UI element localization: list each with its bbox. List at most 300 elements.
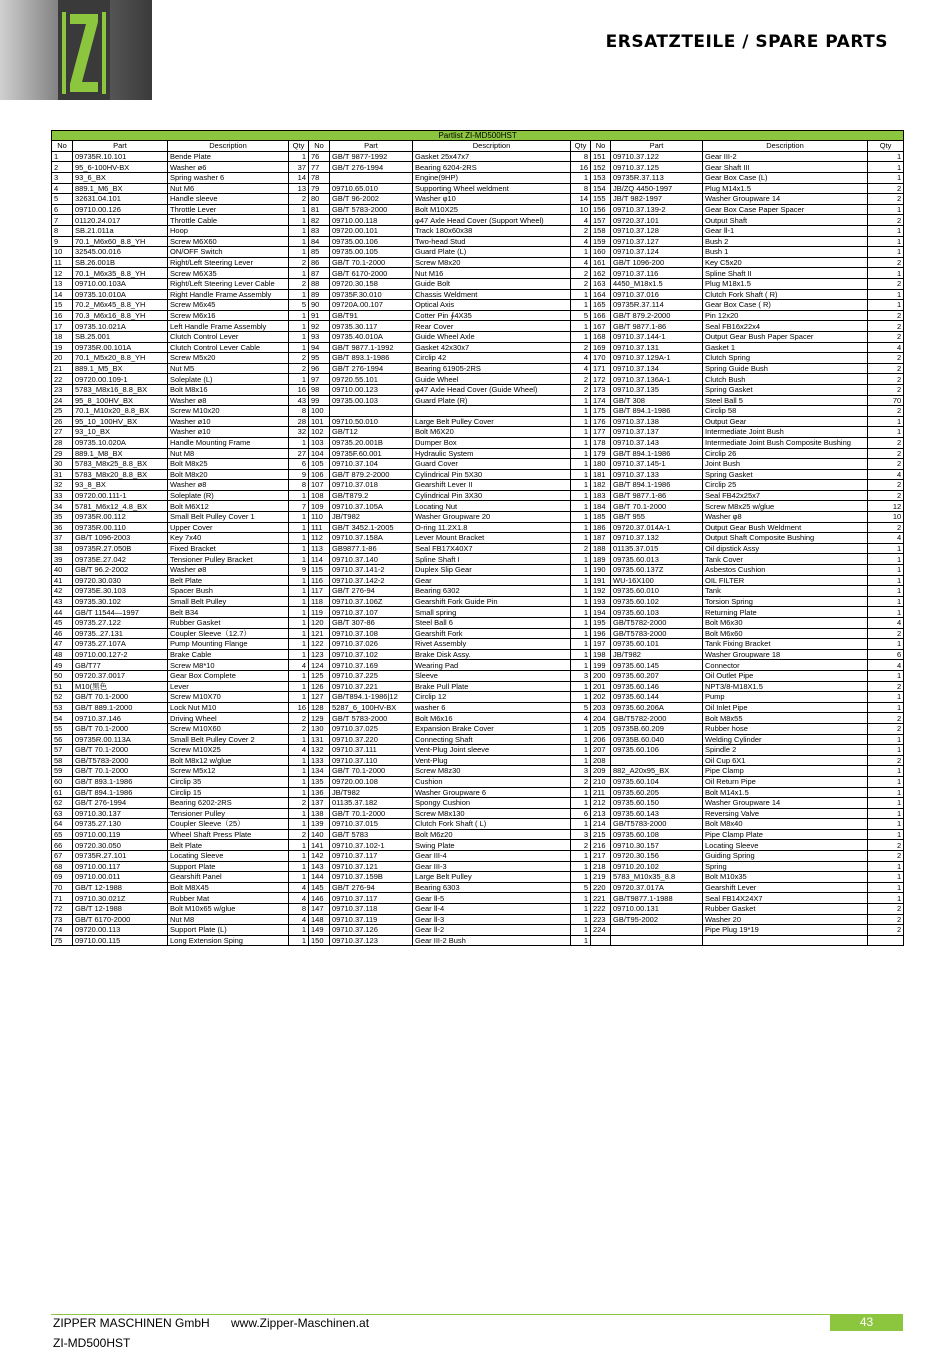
part-description: Bolt M10X25 — [413, 204, 571, 215]
part-description: Screw M8z30 — [413, 766, 571, 777]
part-description: Brake Pull Plate — [413, 681, 571, 692]
part-qty: 1 — [289, 840, 309, 851]
part-qty: 2 — [289, 829, 309, 840]
part-qty: 1 — [571, 575, 591, 586]
part-qty: 1 — [289, 787, 309, 798]
part-number — [330, 173, 413, 184]
part-qty: 10 — [571, 204, 591, 215]
part-description: Locating Nut — [413, 501, 571, 512]
part-number: 09720.37.017A — [611, 882, 703, 893]
part-description: Large Belt Pulley Cover — [413, 416, 571, 427]
part-no: 221 — [591, 893, 611, 904]
part-number: 09735.60.144 — [611, 692, 703, 703]
part-no: 101 — [309, 416, 330, 427]
part-number: 5783_M8x16_8.8_BX — [73, 384, 168, 395]
table-row — [52, 734, 904, 745]
part-description — [413, 406, 571, 417]
part-no: 68 — [52, 861, 73, 872]
table-row — [52, 692, 904, 703]
part-number: GB/T 11544—1997 — [73, 607, 168, 618]
part-no: 13 — [52, 279, 73, 290]
part-qty: 28 — [289, 416, 309, 427]
part-no: 43 — [52, 596, 73, 607]
part-number: GB/T 894.1-1986 — [611, 406, 703, 417]
part-no: 206 — [591, 734, 611, 745]
part-no: 95 — [309, 353, 330, 364]
part-number: 09710.37.102-1 — [330, 840, 413, 851]
part-description: Gear III-3 — [413, 861, 571, 872]
part-description: Soleplate (L) — [168, 374, 289, 385]
part-qty: 12 — [868, 501, 904, 512]
part-qty: 2 — [868, 723, 904, 734]
part-number: GB/T 1096-2003 — [73, 533, 168, 544]
part-description: Wheel Shaft Press Plate — [168, 829, 289, 840]
part-description: Pipe Clamp Plate — [703, 829, 868, 840]
part-number: 09710.37.127 — [611, 236, 703, 247]
part-number: 09710.37.136A-1 — [611, 374, 703, 385]
part-qty: 2 — [571, 279, 591, 290]
part-no: 147 — [309, 904, 330, 915]
part-qty: 1 — [289, 512, 309, 523]
part-description: Tank Cover — [703, 554, 868, 565]
part-no: 162 — [591, 268, 611, 279]
part-no: 15 — [52, 300, 73, 311]
part-no: 100 — [309, 406, 330, 417]
part-qty: 1 — [868, 872, 904, 883]
part-number: GB/T 6170-2000 — [330, 268, 413, 279]
part-number: 70.2_M6x45_8.8_YH — [73, 300, 168, 311]
part-description: Gearshift Fork Guide Pin — [413, 596, 571, 607]
part-number: 95_6-100HV-BX — [73, 162, 168, 173]
part-number: 09710.37.129A-1 — [611, 353, 703, 364]
part-qty: 1 — [571, 437, 591, 448]
part-no: 219 — [591, 872, 611, 883]
part-number: 09720.30.030 — [73, 575, 168, 586]
part-description: Swing Plate — [413, 840, 571, 851]
part-no: 200 — [591, 670, 611, 681]
part-description: Washer ø10 — [168, 416, 289, 427]
part-number: 09735E.30.103 — [73, 586, 168, 597]
part-number: 09710.37.117 — [330, 893, 413, 904]
part-description: Welding Cylinder — [703, 734, 868, 745]
part-no: 102 — [309, 427, 330, 438]
part-number: 5287_6_100HV-BX — [330, 702, 413, 713]
part-qty: 14 — [571, 194, 591, 205]
part-number: 09735R.27.101 — [73, 851, 168, 862]
table-header-row — [52, 141, 904, 152]
part-no: 120 — [309, 618, 330, 629]
part-no: 166 — [591, 310, 611, 321]
part-qty: 1 — [289, 437, 309, 448]
part-number: JB/T982 — [330, 787, 413, 798]
part-number: GB/T 307-86 — [330, 618, 413, 629]
part-number — [611, 755, 703, 766]
part-description: Bolt M8x55 — [703, 713, 868, 724]
table-row — [52, 331, 904, 342]
part-description: Circlip 58 — [703, 406, 868, 417]
part-number: SB.25.001 — [73, 331, 168, 342]
part-description: Circlip 15 — [168, 787, 289, 798]
table-row — [52, 512, 904, 523]
part-number: GB/T9877.1-1988 — [611, 893, 703, 904]
part-qty: 8 — [289, 406, 309, 417]
part-qty: 4 — [289, 882, 309, 893]
part-description: Chassis Weldment — [413, 289, 571, 300]
part-qty: 1 — [868, 586, 904, 597]
part-qty: 1 — [571, 565, 591, 576]
table-title: Partlist ZI-MD500HST — [52, 131, 904, 141]
part-number: GB/T 12-1988 — [73, 904, 168, 915]
part-description: Washer φ8 — [703, 512, 868, 523]
part-qty: 1 — [289, 734, 309, 745]
part-number: 09735.40.010A — [330, 331, 413, 342]
part-no: 44 — [52, 607, 73, 618]
part-number: GB/T91 — [330, 310, 413, 321]
part-description: Supporting Wheel weldment — [413, 183, 571, 194]
part-qty: 1 — [289, 215, 309, 226]
part-qty: 1 — [571, 522, 591, 533]
part-qty: 37 — [289, 162, 309, 173]
part-qty: 2 — [868, 713, 904, 724]
part-qty: 4 — [571, 353, 591, 364]
part-number: 889.1_M5_BX — [73, 363, 168, 374]
table-row — [52, 162, 904, 173]
part-no: 26 — [52, 416, 73, 427]
part-description: Cushion — [413, 776, 571, 787]
table-row — [52, 935, 904, 946]
part-qty: 2 — [868, 490, 904, 501]
part-qty: 1 — [571, 851, 591, 862]
part-qty: 1 — [571, 469, 591, 480]
part-no: 41 — [52, 575, 73, 586]
part-description: Lever — [168, 681, 289, 692]
part-no: 194 — [591, 607, 611, 618]
part-qty: 2 — [289, 723, 309, 734]
part-qty: 1 — [289, 618, 309, 629]
part-number: 09720.37.101 — [611, 215, 703, 226]
part-number: GB/T 894.1-1986 — [73, 787, 168, 798]
part-number: 09735.60.137Z — [611, 565, 703, 576]
part-description: Small Belt Pulley Cover 1 — [168, 512, 289, 523]
part-no: 175 — [591, 406, 611, 417]
part-number: GB/T 9877.1-86 — [611, 490, 703, 501]
part-number: SB.26.001B — [73, 257, 168, 268]
part-no: 148 — [309, 914, 330, 925]
part-number: 09710.37.146 — [73, 713, 168, 724]
part-description: Bolt M8X45 — [168, 882, 289, 893]
part-number: 95_10_100HV_BX — [73, 416, 168, 427]
part-description: Gear Box Case ( R) — [703, 300, 868, 311]
part-no: 63 — [52, 808, 73, 819]
part-number: 09735R.27.050B — [73, 543, 168, 554]
part-number: GB/T 276-94 — [330, 882, 413, 893]
part-number: 09720.37.014A-1 — [611, 522, 703, 533]
part-qty: 1 — [868, 173, 904, 184]
part-qty: 27 — [289, 448, 309, 459]
part-no: 183 — [591, 490, 611, 501]
part-description: Guiding Spring — [703, 851, 868, 862]
part-description: Nut M8 — [168, 448, 289, 459]
part-no: 217 — [591, 851, 611, 862]
part-no: 60 — [52, 776, 73, 787]
part-no: 35 — [52, 512, 73, 523]
part-qty: 1 — [868, 776, 904, 787]
table-row — [52, 321, 904, 332]
part-qty: 1 — [868, 639, 904, 650]
part-number: GB/T 70.1-2000 — [330, 257, 413, 268]
part-no: 30 — [52, 459, 73, 470]
part-number: GB/T 1096-200 — [611, 257, 703, 268]
part-qty: 70 — [868, 395, 904, 406]
part-number: GB/T 894.1-1986 — [611, 448, 703, 459]
part-qty: 2 — [868, 257, 904, 268]
part-no: 55 — [52, 723, 73, 734]
part-qty: 1 — [571, 554, 591, 565]
part-no: 181 — [591, 469, 611, 480]
part-qty: 43 — [289, 395, 309, 406]
part-qty: 1 — [289, 533, 309, 544]
part-description: Soleplate (R) — [168, 490, 289, 501]
part-no: 224 — [591, 925, 611, 936]
part-no: 83 — [309, 226, 330, 237]
column-header: No — [52, 141, 73, 152]
part-no: 5 — [52, 194, 73, 205]
part-qty: 1 — [571, 745, 591, 756]
table-row — [52, 268, 904, 279]
part-description: Engine(9HP) — [413, 173, 571, 184]
column-header: No — [309, 141, 330, 152]
part-qty: 1 — [571, 649, 591, 660]
part-no: 31 — [52, 469, 73, 480]
part-qty: 6 — [571, 808, 591, 819]
part-qty: 1 — [571, 512, 591, 523]
part-description: Pipe Plug 19*19 — [703, 925, 868, 936]
part-number: 09710.37.121 — [330, 861, 413, 872]
table-row — [52, 607, 904, 618]
part-number: 09710.37.125 — [611, 162, 703, 173]
part-qty: 1 — [571, 861, 591, 872]
part-description: Tank Fixing Bracket — [703, 639, 868, 650]
part-description: Bende Plate — [168, 151, 289, 162]
part-qty: 1 — [868, 819, 904, 830]
part-qty: 1 — [571, 618, 591, 629]
part-qty: 1 — [289, 596, 309, 607]
part-qty: 1 — [868, 702, 904, 713]
part-no: 220 — [591, 882, 611, 893]
table-row — [52, 872, 904, 883]
part-no: 59 — [52, 766, 73, 777]
part-no: 171 — [591, 363, 611, 374]
part-qty: 2 — [571, 374, 591, 385]
table-row — [52, 522, 904, 533]
part-no: 179 — [591, 448, 611, 459]
footer-url[interactable]: www.Zipper-Maschinen.at — [231, 1316, 370, 1330]
part-qty: 1 — [289, 776, 309, 787]
part-qty: 1 — [868, 893, 904, 904]
part-no: 19 — [52, 342, 73, 353]
part-description: Reversing Valve — [703, 808, 868, 819]
part-description: Spring — [703, 861, 868, 872]
table-row — [52, 342, 904, 353]
part-qty: 1 — [868, 151, 904, 162]
column-header: Qty — [289, 141, 309, 152]
part-number: 70.3_M6x16_8.8_YH — [73, 310, 168, 321]
part-number: 09710.37.220 — [330, 734, 413, 745]
part-no: 188 — [591, 543, 611, 554]
part-qty: 4 — [868, 469, 904, 480]
part-qty: 1 — [571, 533, 591, 544]
part-number: GB/T5782-2000 — [611, 618, 703, 629]
part-description: Support Plate — [168, 861, 289, 872]
part-no: 52 — [52, 692, 73, 703]
part-no: 133 — [309, 755, 330, 766]
part-no: 177 — [591, 427, 611, 438]
part-no: 141 — [309, 840, 330, 851]
part-description: Gear Box Case Paper Spacer — [703, 204, 868, 215]
part-description: Hydraulic System — [413, 448, 571, 459]
part-qty: 2 — [571, 226, 591, 237]
part-number: GB/T 96-2002 — [330, 194, 413, 205]
part-number: 70.1_M10x20_8.8_BX — [73, 406, 168, 417]
part-description: Circlip 12 — [413, 692, 571, 703]
part-description: Expansion Brake Cover — [413, 723, 571, 734]
part-qty: 1 — [289, 268, 309, 279]
part-qty: 1 — [868, 808, 904, 819]
part-description: Spindle 2 — [703, 745, 868, 756]
part-number: 09720.55.101 — [330, 374, 413, 385]
table-row — [52, 660, 904, 671]
part-description: Oil dipstick Assy — [703, 543, 868, 554]
part-qty: 1 — [571, 586, 591, 597]
part-number: GB/T 70.1-2000 — [611, 501, 703, 512]
part-no: 17 — [52, 321, 73, 332]
part-no: 208 — [591, 755, 611, 766]
part-qty: 5 — [289, 300, 309, 311]
part-qty: 4 — [289, 745, 309, 756]
part-number: 09735.60.104 — [611, 776, 703, 787]
part-no: 165 — [591, 300, 611, 311]
part-description: Washer ø8 — [168, 565, 289, 576]
part-no: 78 — [309, 173, 330, 184]
part-description: Bolt M6x60 — [703, 628, 868, 639]
part-number — [330, 406, 413, 417]
part-no: 76 — [309, 151, 330, 162]
part-number: 09735.27.107A — [73, 639, 168, 650]
part-number: 09710.30.157 — [611, 840, 703, 851]
part-description: Gear III-2 Bush — [413, 935, 571, 946]
part-no: 144 — [309, 872, 330, 883]
part-number: 09710.30.021Z — [73, 893, 168, 904]
table-row — [52, 257, 904, 268]
part-description: Belt Plate — [168, 840, 289, 851]
part-no: 152 — [591, 162, 611, 173]
part-no: 130 — [309, 723, 330, 734]
part-no: 24 — [52, 395, 73, 406]
part-qty: 1 — [289, 851, 309, 862]
part-qty: 1 — [571, 427, 591, 438]
footer-company: ZIPPER MASCHINEN GmbH — [53, 1316, 210, 1330]
table-row — [52, 586, 904, 597]
part-qty: 2 — [289, 194, 309, 205]
part-number: 70.1_M6x60_8.8_YH — [73, 236, 168, 247]
part-no: 48 — [52, 649, 73, 660]
part-qty: 1 — [289, 925, 309, 936]
part-description: Coupler Sleeve（25） — [168, 819, 289, 830]
table-row — [52, 596, 904, 607]
part-qty: 1 — [571, 300, 591, 311]
part-description: Throttle Cable — [168, 215, 289, 226]
part-qty: 1 — [868, 882, 904, 893]
part-qty: 1 — [289, 321, 309, 332]
part-description: Washer Groupware 14 — [703, 798, 868, 809]
part-description: Coupler Sleeve（12.7） — [168, 628, 289, 639]
part-description: Bolt M10x35 — [703, 872, 868, 883]
table-row — [52, 639, 904, 650]
part-qty: 2 — [868, 406, 904, 417]
part-no: 107 — [309, 480, 330, 491]
part-no: 198 — [591, 649, 611, 660]
part-no: 156 — [591, 204, 611, 215]
part-qty: 1 — [289, 331, 309, 342]
table-row — [52, 173, 904, 184]
part-no: 81 — [309, 204, 330, 215]
part-no: 69 — [52, 872, 73, 883]
part-description: Intermediate Joint Bush — [703, 427, 868, 438]
part-no: 153 — [591, 173, 611, 184]
part-description: Screw M10X60 — [168, 723, 289, 734]
part-description: Gearshift Lever — [703, 882, 868, 893]
part-no: 137 — [309, 798, 330, 809]
part-qty: 2 — [571, 268, 591, 279]
part-number: GB/T 894.1-1986 — [611, 480, 703, 491]
part-no: 90 — [309, 300, 330, 311]
part-qty: 1 — [571, 490, 591, 501]
part-qty: 3 — [571, 829, 591, 840]
part-no: 215 — [591, 829, 611, 840]
part-qty: 1 — [868, 226, 904, 237]
part-number: 09710.37.025 — [330, 723, 413, 734]
part-number — [611, 925, 703, 936]
part-qty: 1 — [571, 395, 591, 406]
part-description: Pin 12x20 — [703, 310, 868, 321]
part-no: 39 — [52, 554, 73, 565]
part-qty: 1 — [289, 649, 309, 660]
part-no: 135 — [309, 776, 330, 787]
part-description: Bolt M6X20 — [413, 427, 571, 438]
part-description: Spring Gasket — [703, 384, 868, 395]
part-qty: 2 — [571, 776, 591, 787]
part-qty: 1 — [868, 734, 904, 745]
part-no: 85 — [309, 247, 330, 258]
part-no: 207 — [591, 745, 611, 756]
part-qty: 2 — [868, 363, 904, 374]
part-no: 203 — [591, 702, 611, 713]
table-row — [52, 395, 904, 406]
part-qty: 14 — [289, 173, 309, 184]
part-number: GB/T 893.1-1986 — [330, 353, 413, 364]
part-number: 09735B.60.040 — [611, 734, 703, 745]
table-row — [52, 226, 904, 237]
part-no: 176 — [591, 416, 611, 427]
part-qty: 1 — [868, 289, 904, 300]
part-number: 09710.37.135 — [611, 384, 703, 395]
part-qty: 1 — [289, 607, 309, 618]
part-qty: 2 — [571, 543, 591, 554]
part-no: 3 — [52, 173, 73, 184]
part-no: 201 — [591, 681, 611, 692]
part-number: 09735..27.131 — [73, 628, 168, 639]
part-no: 126 — [309, 681, 330, 692]
